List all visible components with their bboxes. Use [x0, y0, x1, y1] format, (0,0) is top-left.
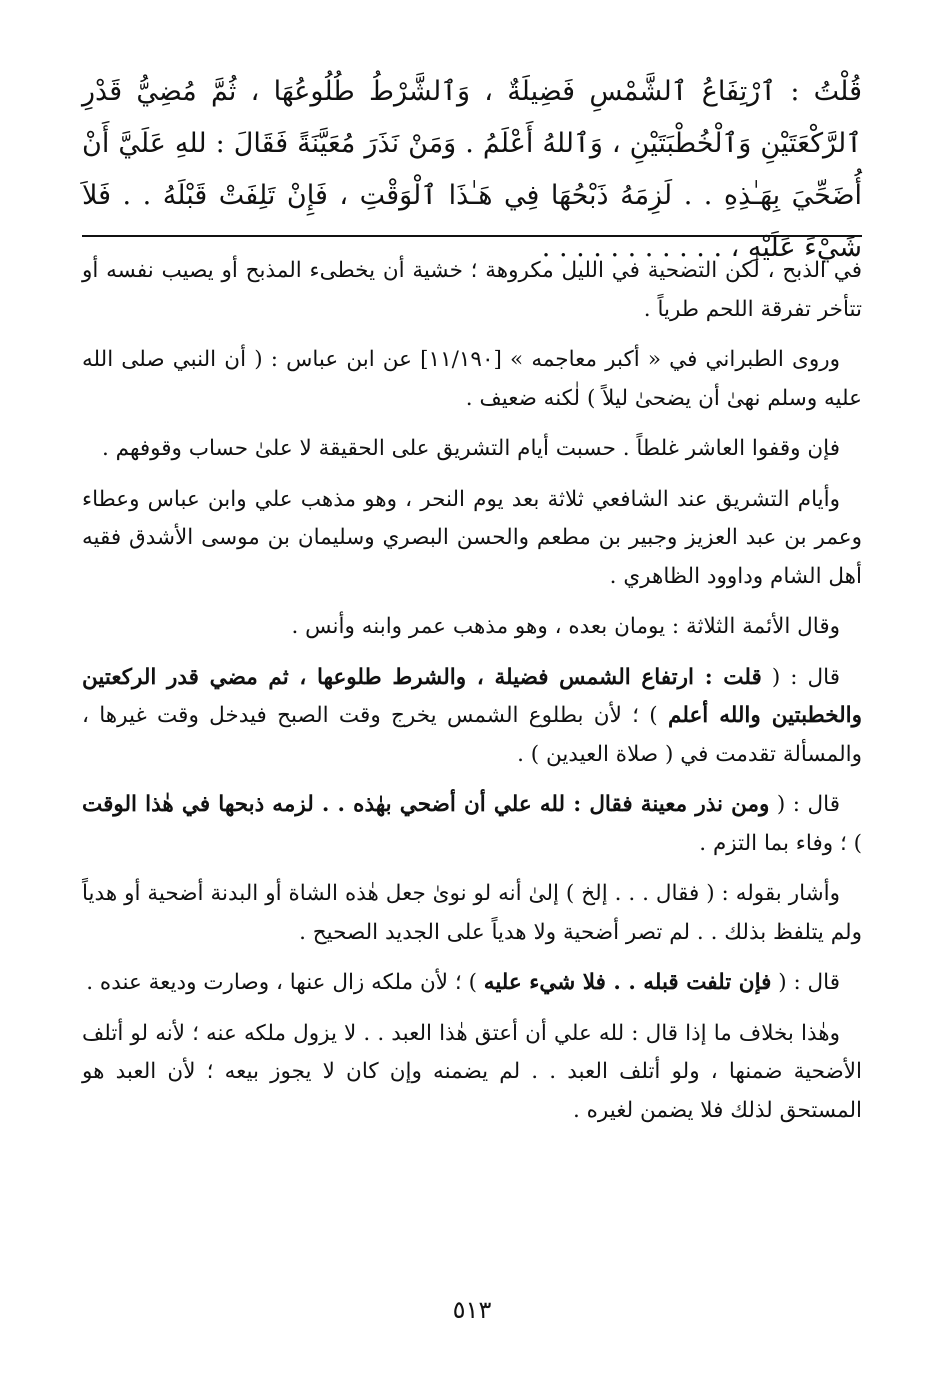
commentary-paragraph-6	[82, 659, 862, 775]
matn-paragraph: قُلْتُ : ٱرْتِفَاعُ ٱلشَّمْسِ فَضِيلَةٌ ، وَٱلشَّرْطُ طُلُوعُهَا ، ثُمَّ مُضِيُّ قَدْرِ ٱلرَّكْعَتَيْنِ وَٱلْخُطْبَتَيْنِ ، وَٱللهُ أَعْلَمُ . وَمَنْ نَذَرَ مُعَيَّنَةً فَقَالَ : للهِ عَلَيَّ أَنْ أُضَحِّيَ بِهَـٰذِهِ . . لَزِمَهُ ذَبْحُهَا فِي هَـٰذَا ٱلْوَقْتِ ، فَإِنْ تَلِفَتْ قَبْلَهُ . . فَلاَ شَيْءَ عَلَيْهِ ، . . . . . . . . . . .	[82, 76, 862, 263]
quote-intro: قال : (	[769, 792, 840, 817]
commentary-paragraph-3-text: فإن وقفوا العاشر غلطاً . حسبت أيام التشريق على الحقيقة لا علىٰ حساب وقوفهم .	[101, 436, 840, 461]
quote-intro: قال : (	[761, 664, 841, 690]
commentary-paragraph-2-text: وروى الطبراني في « أكبر معاجمه » [١١/١٩٠] عن ابن عباس : ( أن النبي صلى الله عليه وسلم نهىٰ أن يضحىٰ ليلاً ) لٰكنه ضعيف .	[82, 347, 862, 411]
commentary-paragraph-2	[82, 341, 862, 418]
commentary-paragraph-5-text: وقال الأئمة الثلاثة : يومان بعده ، وهو مذهب عمر وابنه وأنس .	[291, 614, 840, 639]
commentary-paragraph-4-text: وأيام التشريق عند الشافعي ثلاثة بعد يوم النحر ، وهو مذهب علي وابن عباس وعطاء وعمر بن عبد العزيز وجبير بن مطعم والحسن البصري وسليمان بن موسى الأشدق فقيه أهل الشام وداوود الظاهري .	[82, 486, 862, 589]
commentary-paragraph-9	[82, 964, 862, 1003]
commentary-continuation: ) ؛ لأن بطلوع الشمس يخرج وقت الصبح فيدخل وقت غيرها ، والمسألة تقدمت في ( صلاة العيدين ) .	[82, 703, 862, 767]
commentary-continuation: ) ؛ وفاء بما التزم .	[699, 830, 862, 856]
commentary-paragraph-4	[82, 481, 862, 597]
quoted-matn: ومن نذر معينة فقال : لله علي أن أضحي بهٰذه . . لزمه ذبحها في هٰذا الوقت	[82, 792, 770, 817]
commentary-paragraph-3	[82, 430, 862, 469]
commentary-paragraph-8-text: وأشار بقوله : ( فقال . . . إلخ ) إلىٰ أنه لو نوىٰ جعل هٰذه الشاة أو البدنة أضحية أو هدياً ولم يتلفظ بذلك . . لم تصر أضحية ولا هدياً على الجديد الصحيح .	[82, 881, 862, 945]
footnote-separator-line	[82, 235, 862, 237]
commentary-continuation: ) ؛ لأن ملكه زال عنها ، وصارت وديعة عنده .	[86, 970, 484, 995]
quoted-matn: فإن تلفت قبله . . فلا شيء عليه	[483, 970, 772, 995]
commentary-paragraph-7	[82, 786, 862, 863]
commentary-paragraph-10-text: وهٰذا بخلاف ما إذا قال : لله علي أن أعتق هٰذا العبد . . لا يزول ملكه عنه ؛ لأنه لو أتلف الأضحية ضمنها ، ولو أتلف العبد . . لم يضمنه وإن كان لا يجوز بيعه ؛ لأن العبد هو المستحق لذلك فلا يضمن لغيره .	[82, 1020, 862, 1123]
commentary-paragraph-1: في الذبح ، لٰكن التضحية في الليل مكروهة ؛ خشية أن يخطىء المذبح أو يصيب نفسه أو تتأخر تفرقة اللحم طرياً .	[82, 258, 862, 322]
quote-intro: قال : (	[771, 970, 840, 995]
quoted-matn: قلت : ارتفاع الشمس فضيلة ، والشرط طلوعها ، ثم مضي قدر الركعتين والخطبتين والله أعلم	[82, 664, 862, 728]
matn-text-block	[82, 66, 862, 274]
commentary-paragraph-10	[82, 1015, 862, 1131]
commentary-paragraph-8	[82, 875, 862, 952]
page-number: ٥١٣	[452, 1296, 492, 1324]
commentary-block	[82, 252, 862, 1142]
commentary-paragraph-5	[82, 608, 862, 647]
